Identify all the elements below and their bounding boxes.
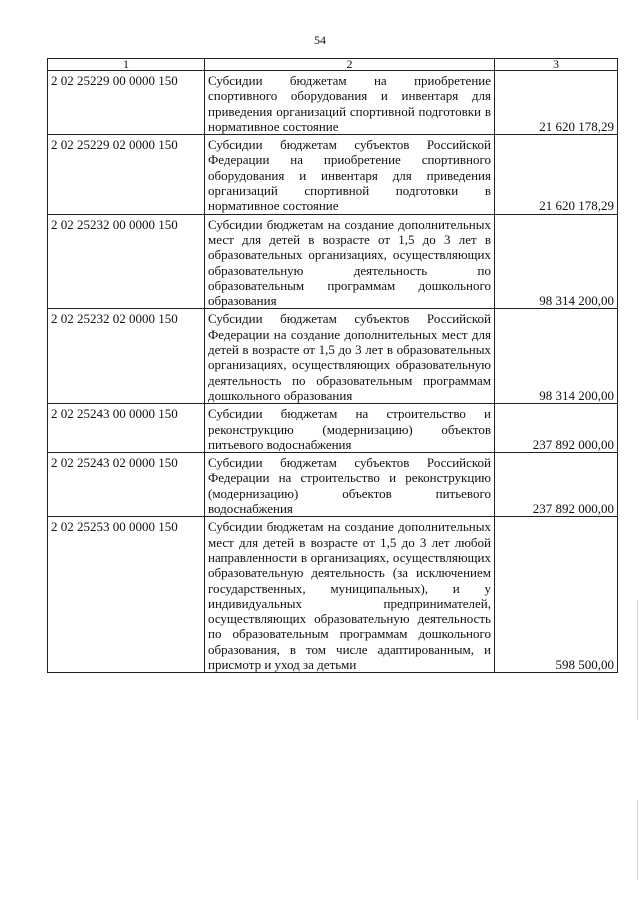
table-row: [48, 404, 618, 453]
budget-code: 2 02 25243 02 0000 150: [48, 453, 205, 517]
row-description: Субсидии бюджетам на создание дополнительных мест для детей в возрасте от 1,5 до 3 лет любой направленности в организациях, осуществляющих образовательную деятельность (за исключением государственных, муниципальных), и у индивидуальных предпринимателей, осуществляющих образовательную деятельность по образовательным программам дошкольного образования, в том числе адаптированным, и присмотр и уход за детьми: [205, 517, 495, 673]
row-amount: 237 892 000,00: [495, 453, 618, 517]
column-header-code: 1: [48, 59, 205, 71]
row-description: Субсидии бюджетам субъектов Российской Федерации на строительство и реконструкцию (модернизацию) объектов питьевого водоснабжения: [205, 453, 495, 517]
budget-revenue-table: [47, 58, 618, 673]
column-header-description: 2: [205, 59, 495, 71]
budget-code: 2 02 25243 00 0000 150: [48, 404, 205, 453]
table-row: [48, 214, 618, 309]
table-row: [48, 309, 618, 404]
budget-code: 2 02 25232 02 0000 150: [48, 309, 205, 404]
row-amount: 98 314 200,00: [495, 309, 618, 404]
page-number: 54: [314, 33, 326, 47]
scan-edge-mark: [637, 600, 638, 720]
scan-edge-mark: [637, 800, 638, 880]
budget-code: 2 02 25253 00 0000 150: [48, 517, 205, 673]
table-row: [48, 135, 618, 214]
budget-code: 2 02 25232 00 0000 150: [48, 214, 205, 309]
budget-code: 2 02 25229 00 0000 150: [48, 71, 205, 135]
row-description: Субсидии бюджетам субъектов Российской Федерации на создание дополнительных мест для детей в возрасте от 1,5 до 3 лет в образовательных организациях, осуществляющих образовательную деятельность по образовательным программам дошкольного образования: [205, 309, 495, 404]
row-amount: 98 314 200,00: [495, 214, 618, 309]
table-header-row: [48, 59, 618, 71]
table-row: [48, 71, 618, 135]
row-description: Субсидии бюджетам на приобретение спортивного оборудования и инвентаря для приведения организаций спортивной подготовки в нормативное состояние: [205, 71, 495, 135]
row-amount: 21 620 178,29: [495, 71, 618, 135]
column-header-amount: 3: [495, 59, 618, 71]
table-row: [48, 453, 618, 517]
budget-code: 2 02 25229 02 0000 150: [48, 135, 205, 214]
row-amount: 237 892 000,00: [495, 404, 618, 453]
row-description: Субсидии бюджетам на создание дополнительных мест для детей в возрасте от 1,5 до 3 лет в образовательных организациях, осуществляющих образовательную деятельность по образовательным программам дошкольного образования: [205, 214, 495, 309]
row-amount: 598 500,00: [495, 517, 618, 673]
table-row: [48, 517, 618, 673]
row-amount: 21 620 178,29: [495, 135, 618, 214]
row-description: Субсидии бюджетам субъектов Российской Федерации на приобретение спортивного оборудования и инвентаря для приведения организаций спортивной подготовки в нормативное состояние: [205, 135, 495, 214]
row-description: Субсидии бюджетам на строительство и реконструкцию (модернизацию) объектов питьевого водоснабжения: [205, 404, 495, 453]
